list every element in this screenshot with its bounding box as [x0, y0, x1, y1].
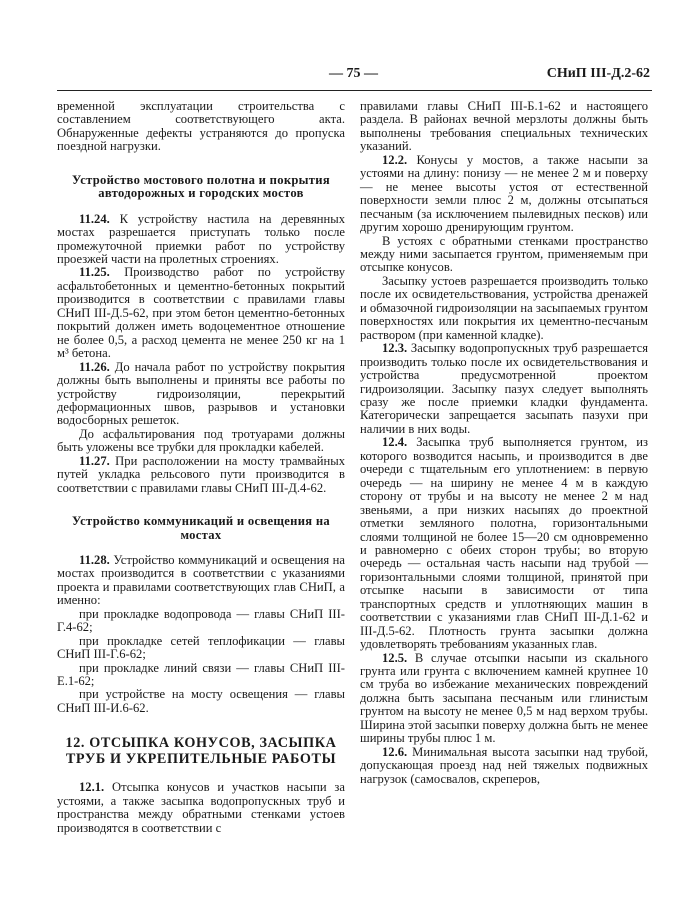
paragraph-text: Засыпку водопропускных труб разрешается производить только после их освидетельствования и устройства предусмотренной проектом гидроизоляции. Засыпку пазух следует выполнять сразу же после приемки кладки фундамента. Категорически запрещается засыпать пазухи при наличии в них воды. [360, 341, 648, 436]
clause-number: 12.3. [382, 341, 408, 356]
clause-paragraph [57, 554, 345, 608]
paragraph-text: при устройстве на мосту освещения — главы СНиП III-И.6-62. [57, 687, 345, 715]
paragraph-text: До начала работ по устройству покрытия должны быть выполнены и приняты все работы по устройству гидроизоляции, перекрытий деформационных швов, разрывов и установки водосборных решеток. [57, 359, 345, 428]
clause-paragraph [57, 455, 345, 495]
paragraph [57, 100, 345, 154]
paragraph [57, 662, 345, 689]
clause-paragraph [57, 361, 345, 428]
paragraph-text: В устоях с обратными стенками пространство между ними засыпается грунтом, применяемым при отсыпке конусов. [360, 233, 648, 275]
clause-paragraph [57, 781, 345, 835]
left-column [57, 100, 345, 835]
document-code: СНиП III-Д.2-62 [546, 66, 650, 81]
clause-paragraph [360, 652, 648, 746]
paragraph [360, 235, 648, 275]
section-title: 12. ОТСЫПКА КОНУСОВ, ЗАСЫПКА ТРУБ И УКРЕПИТЕЛЬНЫЕ РАБОТЫ [65, 735, 337, 768]
paragraph-text: Засыпку устоев разрешается производить только после их освидетельствования, устройства дренажей и обмазочной гидроизоляции на засыпаемых грунтом поверхностях или покрытия их цементно-песчаным раствором (при каменной кладке). [360, 273, 648, 342]
clause-number: 11.28. [79, 552, 110, 567]
clause-number: 11.24. [79, 211, 110, 226]
paragraph-text: Отсыпка конусов и участков насыпи за устоями, а также засыпка водопропускных труб и пространства между обратными стенками устоев производятся в соответствии с [57, 780, 345, 835]
paragraph-text: При расположении на мосту трамвайных путей укладка рельсового пути производится в соответствии с правилами главы СНиП III-Д.4-62. [57, 453, 345, 495]
paragraph-text: правилами главы СНиП III-Б.1-62 и настоящего раздела. В районах вечной мерзлоты должны быть выполнены требования специальных технических указаний. [360, 99, 648, 154]
clause-number: 11.27. [79, 453, 110, 468]
page-number: — 75 — [329, 66, 378, 81]
paragraph-text: Минимальная высота засыпки над трубой, допускающая проезд над ней тяжелых подвижных нагрузок (самосвалов, скреперов, [360, 744, 648, 786]
clause-number: 11.25. [79, 265, 110, 280]
paragraph [57, 635, 345, 662]
paragraph-text: при прокладке линий связи — главы СНиП III-Е.1-62; [57, 660, 345, 689]
clause-number: 12.6. [382, 744, 408, 759]
clause-number: 12.5. [382, 650, 408, 665]
clause-paragraph [360, 746, 648, 786]
subsection-heading: Устройство мостового полотна и покрытия автодорожных и городских мостов [72, 172, 330, 201]
paragraph-text: при прокладке сетей теплофикации — главы СНиП III-Г.6-62; [57, 633, 345, 662]
paragraph-text: при прокладке водопровода — главы СНиП III-Г.4-62; [57, 606, 345, 635]
paragraph [57, 608, 345, 635]
paragraph-text: В случае отсыпки насыпи из скального грунта или грунта с включением камней крупнее 10 см труба во избежание механических повреждений должна быть засыпана песчаным или глинистым грунтом на высоту не менее 0,5 м над верхом трубы. Ширина этой засыпки поверху должна быть не менее ширины трубы плюс 1 м. [360, 650, 648, 746]
paragraph-text: Засыпка труб выполняется грунтом, из которого возводится насыпь, и производится в две очереди с тщательным его уплотнением: в первую очередь — на ширину не менее 4 м в каждую сторону от трубы и на высоту не менее 2 м над звеньями, а при низких насыпях до проектной отметки земляного полотна, горизонтальными слоями толщиной не более 15—20 см одновременно и равномерно с обеих сторон трубы; во вторую очередь — остальная часть насыпи над трубой — горизонтальными слоями толщиной, принятой при отсыпке насыпи в зависимости от типа транспортных средств и уплотняющих машин в соответствии с указаниями глав СНиП III-Д.1-62 и III-Д.5-62. Плотность грунта засыпки должна удовлетворять требованиям указанных глав. [360, 435, 648, 652]
paragraph [360, 100, 648, 154]
paragraph [57, 688, 345, 715]
page-header [57, 66, 650, 88]
paragraph-text: Устройство коммуникаций и освещения на мостах производится в соответствии с указаниями проекта и правилами соответствующих глав СНиП, а именно: [57, 552, 345, 608]
subsection-heading: Устройство коммуникаций и освещения на мостах [71, 514, 331, 542]
paragraph [57, 428, 345, 455]
paragraph-text: Конусы у мостов, а также насыпи за устоями на длину: понизу — не менее 2 м и поверху — не менее высоты устоя от естественной поверхности земли плюс 2 м, должны отсыпаться песчаным (за исключением пылевидных песков) или другим хорошо дренирующим грунтом. [360, 152, 648, 235]
clause-paragraph [360, 436, 648, 651]
clause-paragraph [360, 342, 648, 436]
paragraph-text: До асфальтирования под тротуарами должны быть уложены все трубки для прокладки кабелей. [57, 426, 345, 455]
paragraph-text: временной эксплуатации строительства с составлением соответствующего акта. Обнаруженные дефекты устраняются до пропуска поездной нагрузки. [57, 99, 345, 154]
clause-paragraph [57, 213, 345, 267]
right-column [360, 100, 648, 786]
paragraph-text: Производство работ по устройству асфальтобетонных и цементно-бетонных покрытий производится в соответствии с правилами главы СНиП III-Д.5-62, при этом бетон цементно-бетонных покрытий должен иметь водоцементное отношение не более 0,5, а расход цемента не менее 250 кг на 1 м³ бетона. [57, 265, 345, 361]
header-rule [57, 90, 652, 91]
clause-paragraph [57, 266, 345, 360]
paragraph-text: К устройству настила на деревянных мостах разрешается приступать только после промежуточной приемки работ по устройству проезжей части на пролетных строениях. [57, 211, 345, 266]
clause-number: 12.1. [79, 780, 105, 795]
paragraph [360, 275, 648, 342]
clause-paragraph [360, 154, 648, 235]
clause-number: 12.4. [382, 435, 408, 450]
clause-number: 11.26. [79, 359, 110, 374]
clause-number: 12.2. [382, 152, 408, 167]
